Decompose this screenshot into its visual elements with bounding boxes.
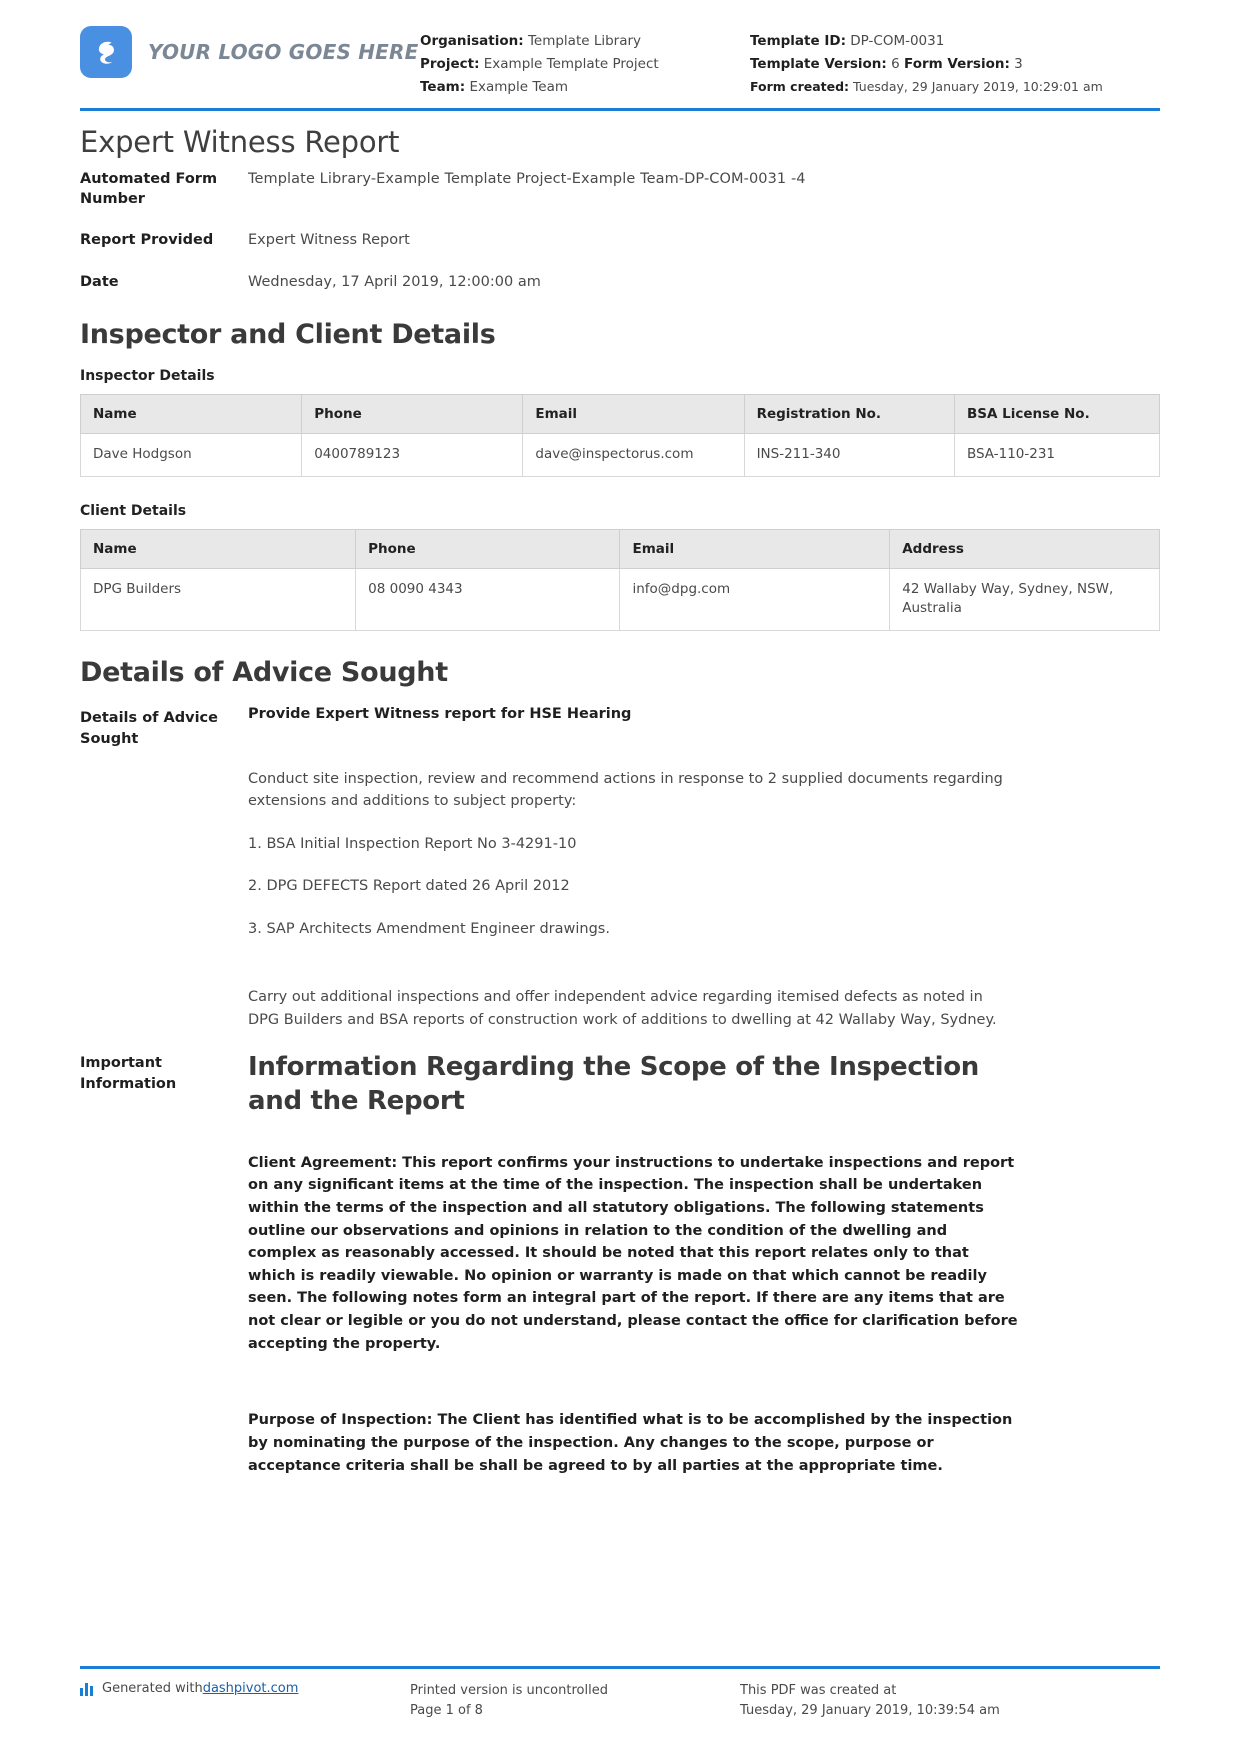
advice-sought-block <box>80 706 1160 1051</box>
field-automated-form-number <box>80 169 1160 210</box>
cell-bsa-license-no: BSA-110-231 <box>954 434 1159 477</box>
dashpivot-link[interactable]: dashpivot.com <box>202 1681 299 1696</box>
column-header-address: Address <box>890 529 1160 568</box>
footer-created-value: Tuesday, 29 January 2019, 10:39:54 am <box>740 1702 1000 1718</box>
document-footer <box>80 1666 1160 1720</box>
important-information-content <box>248 1051 1160 1531</box>
field-value: Wednesday, 17 April 2019, 12:00:00 am <box>248 273 541 290</box>
logo-block <box>80 18 420 78</box>
client-details-table <box>80 529 1160 631</box>
bar-chart-icon <box>80 1682 95 1696</box>
advice-list-item-2: 2. DPG DEFECTS Report dated 26 April 2012 <box>248 878 570 895</box>
cell-registration-no: INS-211-340 <box>744 434 954 477</box>
dashpivot-s-logo-icon <box>80 26 132 78</box>
column-header-phone: Phone <box>302 395 523 434</box>
template-version-value: 6 <box>891 56 900 73</box>
field-label: Date <box>80 273 119 290</box>
table-row <box>81 434 1160 477</box>
section-heading-advice-sought: Details of Advice Sought <box>80 657 448 688</box>
client-agreement-paragraph: Client Agreement: This report confirms your instructions to undertake inspections and report on any significant items at the time of the inspection. The inspection shall be undertaken within the terms of the inspection and all statutory obligations. The following statements outline our observations and opinions in relation to the condition of the dwelling and complex as reasonably accessed. It should be noted that this report relates only to that which is readily viewable. No opinion or warranty is made on that which cannot be readily seen. The following notes form an integral part of the report. If there are any items that are not clear or legible or you do not understand, please contact the office for clarification before accepting the property. <box>248 1154 1018 1352</box>
template-id-value: DP-COM-0031 <box>850 33 945 49</box>
advice-list-item-3: 3. SAP Architects Amendment Engineer drawings. <box>248 920 610 937</box>
header-meta-right <box>750 18 1160 98</box>
footer-generated-with <box>80 1681 410 1696</box>
template-id-line <box>750 30 1160 53</box>
cell-phone: 0400789123 <box>302 434 523 477</box>
template-version-label: Template Version: <box>750 56 887 73</box>
organisation-label: Organisation: <box>420 33 524 49</box>
page-title: Expert Witness Report <box>80 124 400 159</box>
header-meta-left <box>420 18 750 100</box>
form-created-line <box>750 76 1160 98</box>
team-label: Team: <box>420 79 466 96</box>
inspector-details-table <box>80 394 1160 477</box>
field-report-provided <box>80 230 1160 252</box>
advice-sought-content <box>248 706 1160 1051</box>
project-value: Example Template Project <box>483 56 659 73</box>
cell-address: 42 Wallaby Way, Sydney, NSW, Australia <box>890 568 1160 630</box>
form-version-label: Form Version: <box>904 56 1010 73</box>
cell-name: DPG Builders <box>81 568 356 630</box>
table-row <box>81 568 1160 630</box>
version-line <box>750 53 1160 76</box>
template-id-label: Template ID: <box>750 33 846 49</box>
field-label: Report Provided <box>80 231 214 248</box>
project-line <box>420 53 750 76</box>
cell-email: dave@inspectorus.com <box>523 434 744 477</box>
important-information-block <box>80 1051 1160 1531</box>
column-header-bsa-license-no: BSA License No. <box>954 395 1159 434</box>
team-line <box>420 76 750 99</box>
form-version-value: 3 <box>1014 56 1023 73</box>
logo-text: YOUR LOGO GOES HERE <box>148 40 419 64</box>
column-header-email: Email <box>620 529 890 568</box>
team-value: Example Team <box>469 79 568 96</box>
important-information-label: Important Information <box>80 1055 177 1092</box>
field-date <box>80 272 1160 294</box>
project-label: Project: <box>420 56 480 73</box>
advice-list-item-1: 1. BSA Initial Inspection Report No 3-4291-10 <box>248 835 577 852</box>
document-header <box>80 0 1160 108</box>
cell-name: Dave Hodgson <box>81 434 302 477</box>
inspector-details-label: Inspector Details <box>80 368 215 385</box>
header-divider <box>80 108 1160 111</box>
cell-email: info@dpg.com <box>620 568 890 630</box>
table-header-row <box>81 529 1160 568</box>
field-value: Expert Witness Report <box>248 231 410 248</box>
cell-phone: 08 0090 4343 <box>356 568 620 630</box>
scope-heading: Information Regarding the Scope of the Inspection and the Report <box>248 1052 980 1116</box>
footer-page-number: Page 1 of 8 <box>410 1702 483 1718</box>
advice-closing-paragraph: Carry out additional inspections and offer independent advice regarding itemised defects as noted in DPG Builders and BSA reports of construction work of additions to dwelling at 42 Wallaby Way, Sydney. <box>248 989 997 1028</box>
form-created-value: Tuesday, 29 January 2019, 10:29:01 am <box>853 79 1103 95</box>
organisation-value: Template Library <box>527 33 642 49</box>
section-heading-inspector-client: Inspector and Client Details <box>80 319 496 351</box>
column-header-email: Email <box>523 395 744 434</box>
purpose-of-inspection-paragraph: Purpose of Inspection: The Client has identified what is to be accomplished by the inspection by nominating the purpose of the inspection. Any changes to the scope, purpose or acceptance criteria shall be shall be agreed to by all parties at the appropriate time. <box>248 1412 1013 1474</box>
footer-divider <box>80 1666 1160 1669</box>
field-value: Template Library-Example Template Project-Example Team-DP-COM-0031 -4 <box>248 170 806 187</box>
organisation-line <box>420 30 750 53</box>
footer-created-label: This PDF was created at <box>740 1683 897 1698</box>
form-created-label: Form created: <box>750 79 850 95</box>
column-header-name: Name <box>81 529 356 568</box>
footer-generated-prefix: Generated with <box>102 1681 203 1696</box>
advice-lead-text: Provide Expert Witness report for HSE Hearing <box>248 706 632 722</box>
advice-sought-label: Details of Advice Sought <box>80 710 218 747</box>
footer-print-status <box>410 1681 740 1720</box>
column-header-registration-no: Registration No. <box>744 395 954 434</box>
column-header-phone: Phone <box>356 529 620 568</box>
client-details-label: Client Details <box>80 502 187 519</box>
table-header-row <box>81 395 1160 434</box>
footer-uncontrolled-text: Printed version is uncontrolled <box>410 1683 608 1698</box>
advice-intro-paragraph: Conduct site inspection, review and recommend actions in response to 2 supplied documents regarding extensions and additions to subject property: <box>248 771 1003 810</box>
footer-created-at <box>740 1681 1160 1720</box>
field-label: Automated Form Number <box>80 170 218 208</box>
column-header-name: Name <box>81 395 302 434</box>
